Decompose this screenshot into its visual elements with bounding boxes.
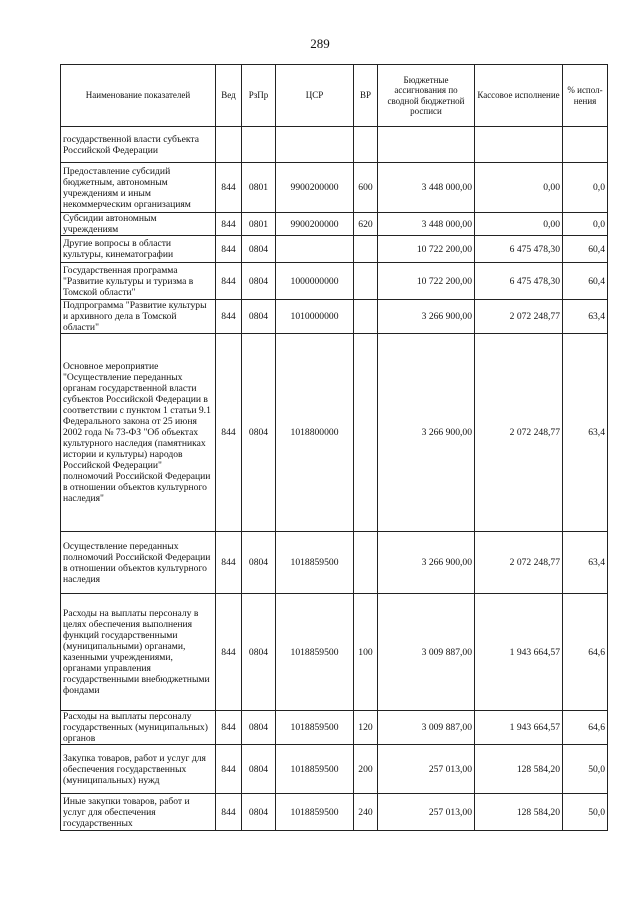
- table-row: [61, 594, 608, 711]
- cell-budget: 3 266 900,00: [378, 300, 475, 334]
- cell-pct: [563, 127, 608, 163]
- cell-cash: 128 584,20: [475, 745, 563, 794]
- cell-csr: 1018859500: [276, 794, 354, 831]
- cell-vr: 200: [354, 745, 378, 794]
- budget-report-table: [60, 64, 608, 831]
- cell-ved: 844: [216, 532, 242, 594]
- cell-cash: 6 475 478,30: [475, 263, 563, 300]
- cell-rzpr: 0804: [242, 794, 276, 831]
- table-row: [61, 711, 608, 745]
- cell-ved: 844: [216, 794, 242, 831]
- cell-pct: 60,4: [563, 236, 608, 263]
- cell-vr: 100: [354, 594, 378, 711]
- cell-cash: 128 584,20: [475, 794, 563, 831]
- cell-budget: 3 009 887,00: [378, 711, 475, 745]
- cell-pct: 0,0: [563, 163, 608, 213]
- cell-vr: 120: [354, 711, 378, 745]
- cell-ved: 844: [216, 334, 242, 532]
- cell-budget: [378, 127, 475, 163]
- cell-pct: 0,0: [563, 213, 608, 236]
- cell-cash: 2 072 248,77: [475, 300, 563, 334]
- table-row: [61, 794, 608, 831]
- cell-csr: [276, 236, 354, 263]
- cell-csr: 1018859500: [276, 711, 354, 745]
- cell-ved: 844: [216, 745, 242, 794]
- cell-vr: 600: [354, 163, 378, 213]
- cell-pct: 50,0: [563, 794, 608, 831]
- cell-csr: 1018859500: [276, 745, 354, 794]
- cell-name: Иные закупки товаров, работ и услуг для обеспечения государственных: [61, 794, 216, 831]
- cell-name: государственной власти субъекта Российской Федерации: [61, 127, 216, 163]
- cell-budget: 3 448 000,00: [378, 163, 475, 213]
- table-row: [61, 334, 608, 532]
- cell-pct: 63,4: [563, 532, 608, 594]
- cell-ved: 844: [216, 236, 242, 263]
- header-rzpr: РзПр: [242, 65, 276, 127]
- cell-rzpr: 0801: [242, 163, 276, 213]
- cell-ved: [216, 127, 242, 163]
- table-row: [61, 236, 608, 263]
- table-row: [61, 127, 608, 163]
- cell-rzpr: 0804: [242, 334, 276, 532]
- table-row: [61, 300, 608, 334]
- table-row: [61, 532, 608, 594]
- cell-pct: 63,4: [563, 334, 608, 532]
- cell-cash: 2 072 248,77: [475, 532, 563, 594]
- cell-name: Предоставление субсидий бюджетным, автономным учреждениям и иным некоммерческим организациям: [61, 163, 216, 213]
- cell-csr: 9900200000: [276, 213, 354, 236]
- cell-name: Расходы на выплаты персоналу государственных (муниципальных) органов: [61, 711, 216, 745]
- cell-ved: 844: [216, 594, 242, 711]
- cell-rzpr: 0804: [242, 711, 276, 745]
- cell-budget: 3 266 900,00: [378, 334, 475, 532]
- cell-vr: [354, 334, 378, 532]
- cell-cash: 0,00: [475, 213, 563, 236]
- cell-ved: 844: [216, 263, 242, 300]
- cell-pct: 50,0: [563, 745, 608, 794]
- table-row: [61, 213, 608, 236]
- cell-csr: 1010000000: [276, 300, 354, 334]
- table-row: [61, 263, 608, 300]
- cell-csr: 1018859500: [276, 532, 354, 594]
- cell-name: Подпрограмма "Развитие культуры и архивного дела в Томской области": [61, 300, 216, 334]
- cell-cash: 1 943 664,57: [475, 594, 563, 711]
- cell-budget: 3 009 887,00: [378, 594, 475, 711]
- cell-budget: 10 722 200,00: [378, 236, 475, 263]
- cell-csr: [276, 127, 354, 163]
- cell-pct: 64,6: [563, 594, 608, 711]
- cell-cash: 0,00: [475, 163, 563, 213]
- cell-rzpr: [242, 127, 276, 163]
- cell-vr: 240: [354, 794, 378, 831]
- cell-ved: 844: [216, 711, 242, 745]
- cell-csr: 1018859500: [276, 594, 354, 711]
- header-cash: Кассовое исполнение: [475, 65, 563, 127]
- cell-vr: [354, 127, 378, 163]
- cell-budget: 10 722 200,00: [378, 263, 475, 300]
- header-csr: ЦСР: [276, 65, 354, 127]
- header-vr: ВР: [354, 65, 378, 127]
- cell-csr: 9900200000: [276, 163, 354, 213]
- cell-ved: 844: [216, 163, 242, 213]
- table-row: [61, 163, 608, 213]
- header-budget: Бюджетные ассигнования по сводной бюджетной росписи: [378, 65, 475, 127]
- cell-name: Субсидии автономным учреждениям: [61, 213, 216, 236]
- cell-ved: 844: [216, 213, 242, 236]
- cell-vr: [354, 263, 378, 300]
- header-ved: Вед: [216, 65, 242, 127]
- cell-rzpr: 0804: [242, 300, 276, 334]
- cell-name: Другие вопросы в области культуры, кинематографии: [61, 236, 216, 263]
- cell-vr: [354, 300, 378, 334]
- cell-rzpr: 0804: [242, 594, 276, 711]
- cell-name: Расходы на выплаты персоналу в целях обеспечения выполнения функций государственными (муниципальными) органами, казенными учреждениями, органами управления государственными внебюджетными фондами: [61, 594, 216, 711]
- cell-cash: [475, 127, 563, 163]
- cell-name: Закупка товаров, работ и услуг для обеспечения государственных (муниципальных) нужд: [61, 745, 216, 794]
- cell-name: Основное мероприятие "Осуществление переданных органам государственной власти субъектов Российской Федерации в соответствии с пунктом 1 статьи 9.1 Федерального закона от 25 июня 2002 года № 73-ФЗ "Об объектах культурного наследия (памятниках истории и культуры) народов Российской Федерации" полномочий Российской Федерации в отношении объектов культурного наследия": [61, 334, 216, 532]
- cell-rzpr: 0804: [242, 236, 276, 263]
- cell-cash: 1 943 664,57: [475, 711, 563, 745]
- cell-budget: 3 266 900,00: [378, 532, 475, 594]
- cell-vr: [354, 532, 378, 594]
- cell-rzpr: 0804: [242, 263, 276, 300]
- cell-ved: 844: [216, 300, 242, 334]
- cell-rzpr: 0801: [242, 213, 276, 236]
- table-header-row: [61, 65, 608, 127]
- cell-csr: 1000000000: [276, 263, 354, 300]
- header-name: Наименование показателей: [61, 65, 216, 127]
- cell-pct: 64,6: [563, 711, 608, 745]
- cell-vr: [354, 236, 378, 263]
- cell-vr: 620: [354, 213, 378, 236]
- cell-budget: 257 013,00: [378, 794, 475, 831]
- cell-cash: 6 475 478,30: [475, 236, 563, 263]
- cell-pct: 63,4: [563, 300, 608, 334]
- cell-cash: 2 072 248,77: [475, 334, 563, 532]
- page-number: 289: [310, 36, 330, 51]
- table-row: [61, 745, 608, 794]
- cell-rzpr: 0804: [242, 745, 276, 794]
- header-pct: % испол-нения: [563, 65, 608, 127]
- cell-name: Государственная программа "Развитие культуры и туризма в Томской области": [61, 263, 216, 300]
- cell-budget: 3 448 000,00: [378, 213, 475, 236]
- cell-rzpr: 0804: [242, 532, 276, 594]
- cell-pct: 60,4: [563, 263, 608, 300]
- cell-budget: 257 013,00: [378, 745, 475, 794]
- cell-name: Осуществление переданных полномочий Российской Федерации в отношении объектов культурного наследия: [61, 532, 216, 594]
- cell-csr: 1018800000: [276, 334, 354, 532]
